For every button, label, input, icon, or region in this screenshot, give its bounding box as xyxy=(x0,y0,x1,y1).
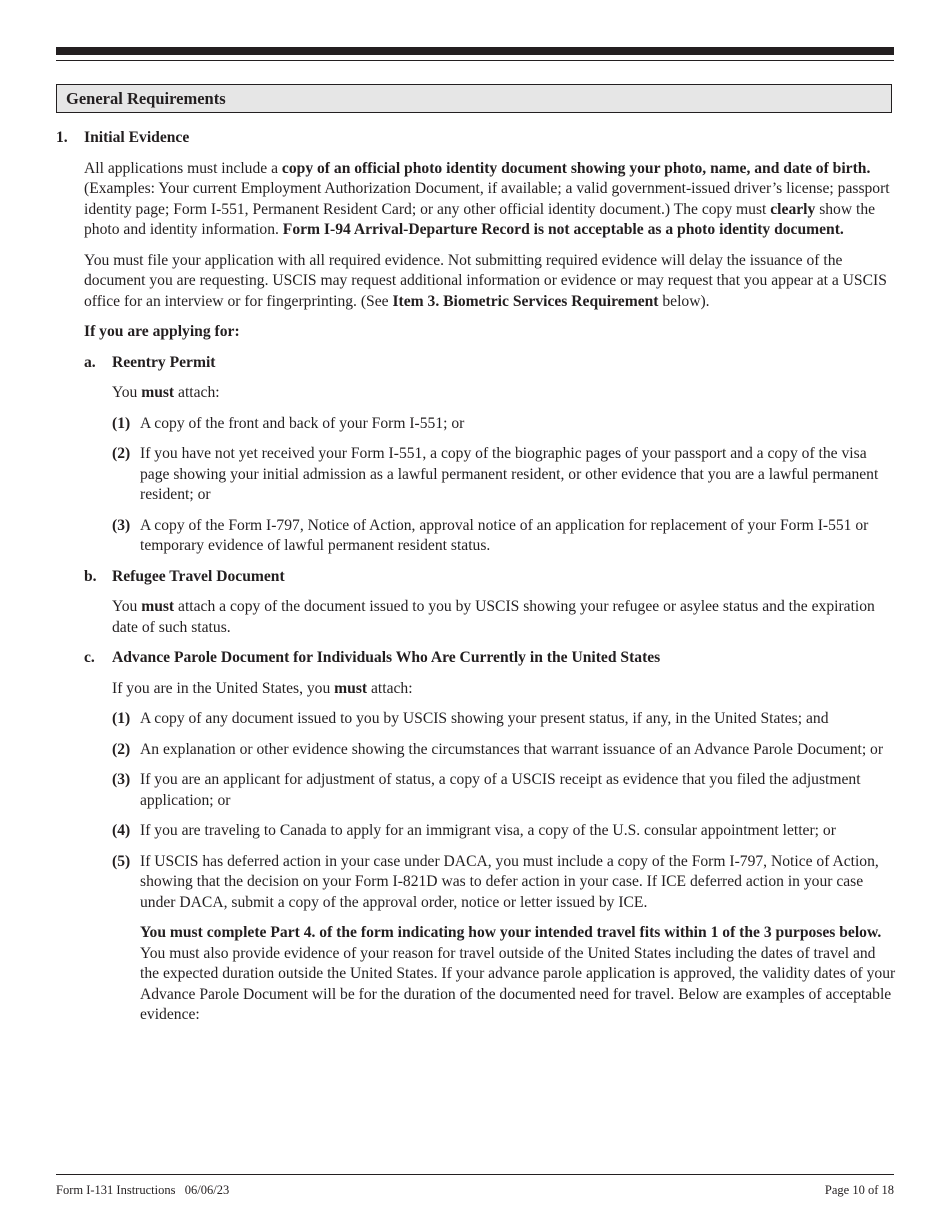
list-item xyxy=(56,852,896,914)
list-item-text: If you are traveling to Canada to apply for an immigrant visa, a copy of the U.S. consular appointment letter; or xyxy=(140,822,836,839)
subsection-b-text: You must attach a copy of the document issued to you by USCIS showing your refugee or asylee status and the expiration date of such status. xyxy=(112,598,875,636)
header-rule-thick xyxy=(56,47,894,55)
footer-form-id: Form I-131 Instructions 06/06/23 xyxy=(56,1183,230,1197)
subsection-b-label: b. xyxy=(84,567,97,585)
list-item-number: (3) xyxy=(112,516,131,534)
list-item-number: (1) xyxy=(112,710,131,727)
footer-page-number: Page 10 of 18 xyxy=(824,1183,894,1197)
list-item xyxy=(56,740,896,761)
list-item-text: If USCIS has deferred action in your case under DACA, you must include a copy of the Form I-797, Notice of Action, showing that the decision on your Form I-821D was to defer action in your case. If ICE deferred action in your case under DACA, submit a copy of the approval order, notice or letter issued by ICE. xyxy=(140,852,879,911)
initial-evidence-paragraph-2: You must file your application with all required evidence. Not submitting required evidence will delay the issuance of the document you are requesting. USCIS may request additional information or evidence or may request that you appear at a USCIS office for an interview or for fingerprinting. (See Item 3. Biometric Services Requirement below). xyxy=(84,251,887,310)
list-item-number: (2) xyxy=(112,445,131,462)
section-header: General Requirements xyxy=(56,84,892,113)
applying-for-heading: If you are applying for: xyxy=(84,323,240,340)
list-item-number: (3) xyxy=(112,771,131,788)
list-item-number: (5) xyxy=(112,852,131,870)
footer-rule xyxy=(56,1174,894,1175)
subsection-b-heading xyxy=(56,567,896,588)
header-rule-thin xyxy=(56,60,894,61)
list-item-text: A copy of any document issued to you by USCIS showing your present status, if any, in the United States; and xyxy=(140,710,829,727)
list-item-text: A copy of the Form I-797, Notice of Action, approval notice of an application for replacement of your Form I-551 or temporary evidence of lawful permanent resident status. xyxy=(140,516,869,554)
subsection-c-closing: You must complete Part 4. of the form indicating how your intended travel fits within 1 of the 3 purposes below. You must also provide evidence of your reason for travel outside of the United States including the dates of travel and the expected duration outside the United States. If your advance parole application is approved, the validity dates of your Advance Parole Document will be for the duration of the documented need for travel. Below are examples of acceptable evidence: xyxy=(140,924,896,1023)
page-content xyxy=(56,128,896,1026)
list-item-number: (1) xyxy=(112,414,131,432)
item-1-title: Initial Evidence xyxy=(84,129,190,146)
subsection-a-heading xyxy=(56,353,896,374)
list-item-number: (2) xyxy=(112,740,131,758)
list-item xyxy=(56,444,896,506)
subsection-c-title: Advance Parole Document for Individuals Who Are Currently in the United States xyxy=(112,649,661,666)
subsection-c-label: c. xyxy=(84,649,95,666)
list-item xyxy=(56,516,896,557)
list-item-text: If you have not yet received your Form I-551, a copy of the biographic pages of your passport and a copy of the visa page showing your initial admission as a lawful permanent resident, or other evidence that you are a lawful permanent resident; or xyxy=(140,445,879,503)
subsection-a-label: a. xyxy=(84,353,96,371)
list-item-number: (4) xyxy=(112,822,131,839)
list-item-text: An explanation or other evidence showing the circumstances that warrant issuance of an Advance Parole Document; or xyxy=(140,740,884,758)
item-1-number: 1. xyxy=(56,129,68,146)
subsection-c-heading xyxy=(56,648,896,669)
list-item-text: A copy of the front and back of your Form I-551; or xyxy=(140,414,465,432)
subsection-c-intro: If you are in the United States, you must attach: xyxy=(112,679,413,697)
list-item xyxy=(56,414,896,435)
list-item-text: If you are an applicant for adjustment of status, a copy of a USCIS receipt as evidence that you filed the adjustment application; or xyxy=(140,771,861,809)
subsection-a-intro: You must attach: xyxy=(112,384,220,401)
list-item xyxy=(56,709,896,730)
initial-evidence-paragraph-1: All applications must include a copy of an official photo identity document showing your photo, name, and date of birth. (Examples: Your current Employment Authorization Document, if available; a valid government-issued driver’s license; passport identity page; Form I-551, Permanent Resident Card; or any other official identity document.) The copy must clearly show the photo and identity information. Form I-94 Arrival-Departure Record is not acceptable as a photo identity document. xyxy=(84,159,890,238)
list-item xyxy=(56,770,896,811)
item-1-heading xyxy=(56,128,896,149)
subsection-b-title: Refugee Travel Document xyxy=(112,567,285,585)
list-item xyxy=(56,821,896,842)
subsection-a-title: Reentry Permit xyxy=(112,353,216,371)
